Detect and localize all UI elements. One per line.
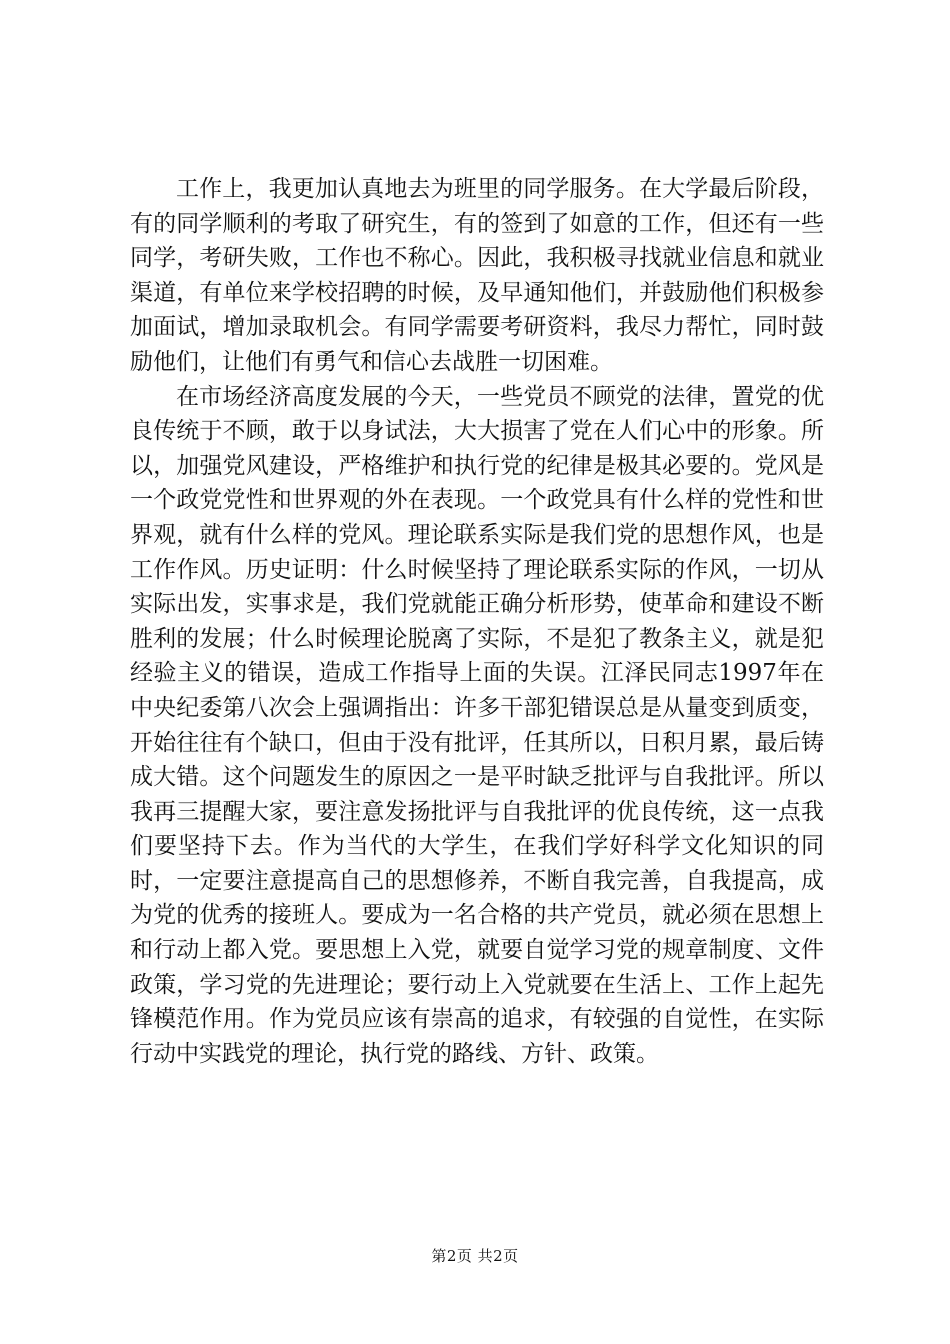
paragraph-party-style: 在市场经济高度发展的今天，一些党员不顾党的法律，置党的优良传统于不顾，敢于以身试法，大大损害了党在人们心中的形象。所以，加强党风建设，严格维护和执行党的纪律是极其必要的。党风是一个政党党性和世界观的外在表现。一个政党具有什么样的党性和世界观，就有什么样的党风。理论联系实际是我们党的思想作风，也是工作作风。历史证明：什么时候坚持了理论联系实际的作风，一切从实际出发，实事求是，我们党就能正确分析形势，使革命和建设不断胜利的发展；什么时候理论脱离了实际，不是犯了教条主义，就是犯经验主义的错误，造成工作指导上面的失误。江泽民同志1997年在中央纪委第八次会上强调指出：许多干部犯错误总是从量变到质变，开始往往有个缺口，但由于没有批评，任其所以，日积月累，最后铸成大错。这个问题发生的原因之一是平时缺乏批评与自我批评。所以我再三提醒大家，要注意发扬批评与自我批评的优良传统，这一点我们要坚持下去。作为当代的大学生，在我们学好科学文化知识的同时，一定要注意提高自己的思想修养，不断自我完善，自我提高，成为党的优秀的接班人。要成为一名合格的共产党员，就必须在思想上和行动上都入党。要思想上入党，就要自觉学习党的规章制度、文件政策，学习党的先进理论；要行动上入党就要在生活上、工作上起先锋模范作用。作为党员应该有崇高的追求，有较强的自觉性，在实际行动中实践党的理论，执行党的路线、方针、政策。 <box>130 383 824 1067</box>
page-footer: 第2页 共2页 <box>431 1247 519 1265</box>
paragraph-work: 工作上，我更加认真地去为班里的同学服务。在大学最后阶段，有的同学顺利的考取了研究生，有的签到了如意的工作，但还有一些同学，考研失败，工作也不称心。因此，我积极寻找就业信息和就业渠道，有单位来学校招聘的时候，及早通知他们，并鼓励他们积极参加面试，增加录取机会。有同学需要考研资料，我尽力帮忙，同时鼓励他们，让他们有勇气和信心去战胜一切困难。 <box>130 176 824 375</box>
document-body <box>130 172 824 1071</box>
